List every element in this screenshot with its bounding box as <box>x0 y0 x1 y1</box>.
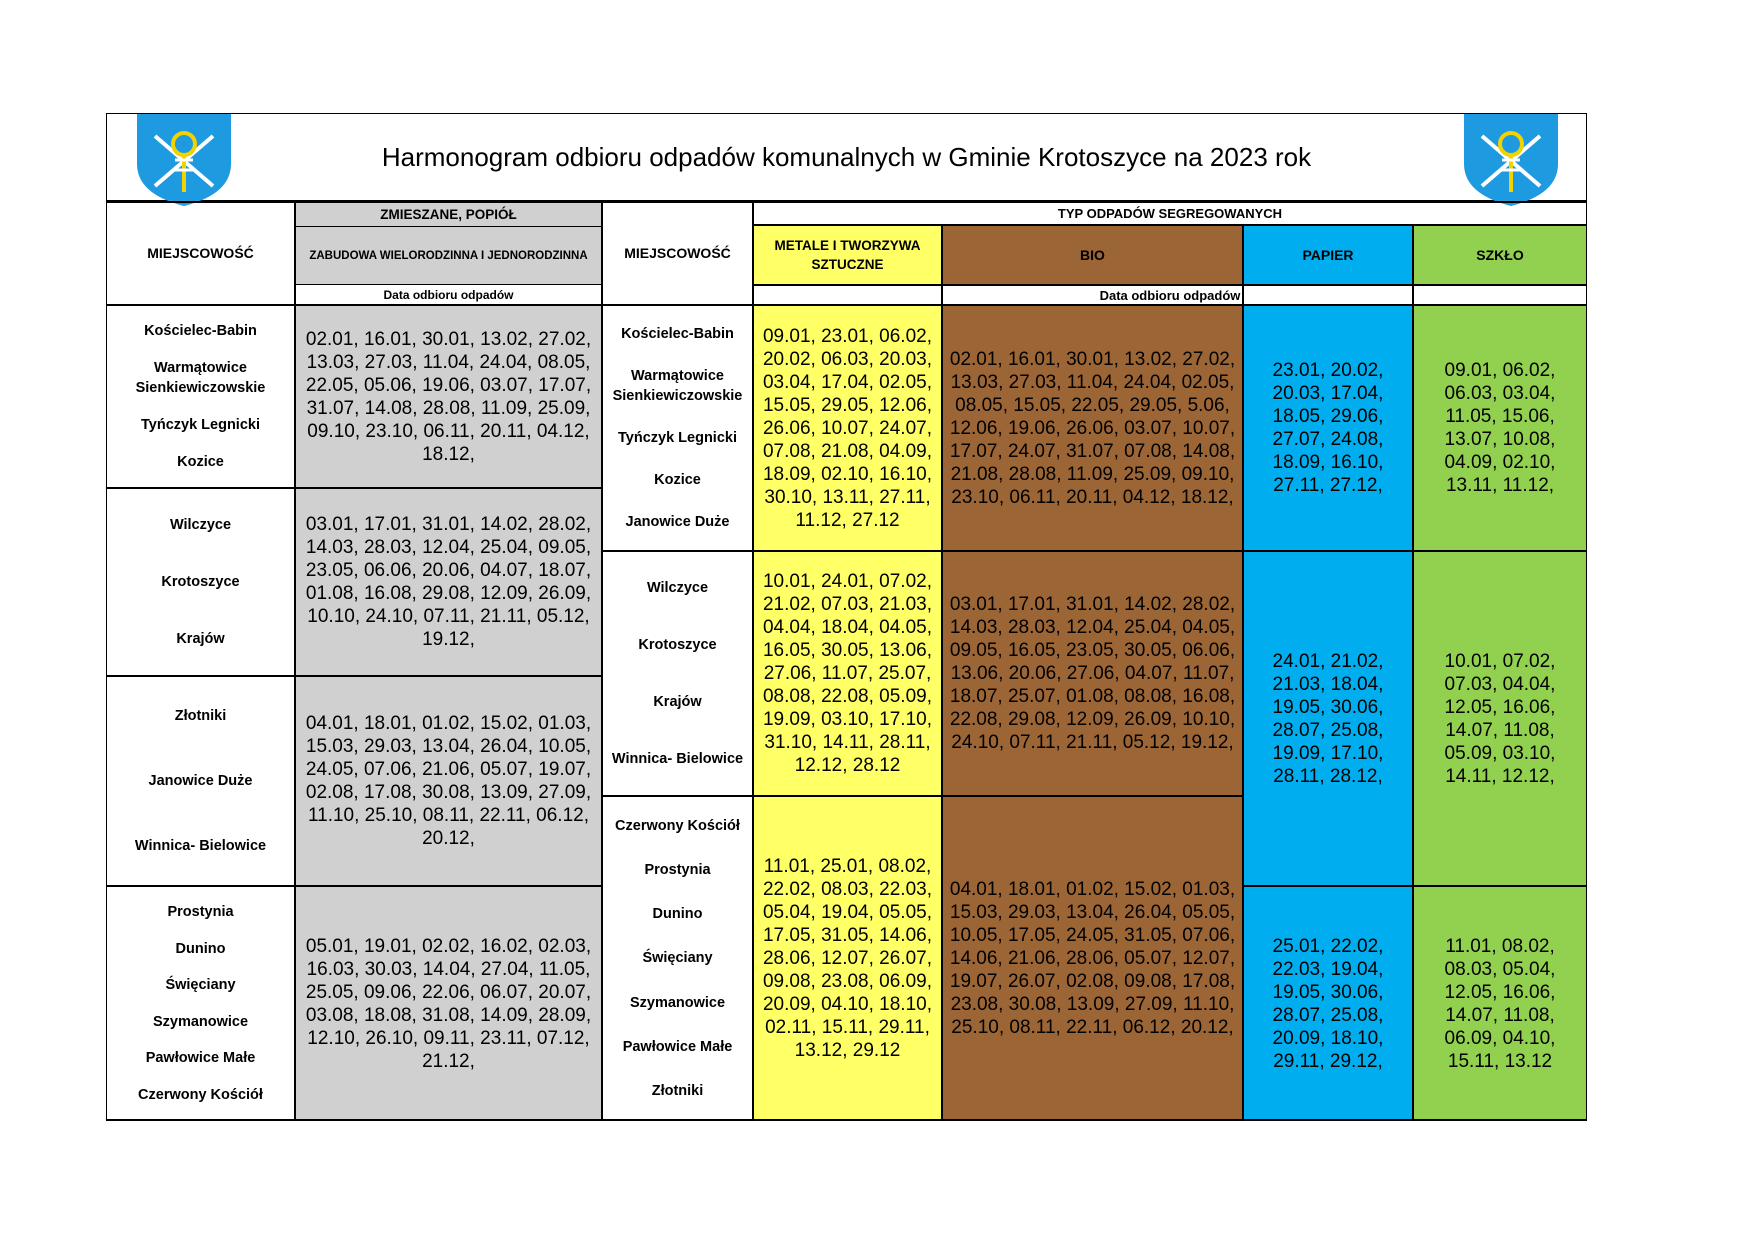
place-name: Czerwony Kościół <box>615 818 740 835</box>
place-name: Warmątowice Sienkiewiczowskie <box>612 368 743 404</box>
place-name: Szymanowice <box>629 994 726 1011</box>
grid-line <box>1586 201 1587 1121</box>
mixed-dates: 03.01, 17.01, 31.01, 14.02, 28.02, 14.03, 28.03, 12.04, 25.04, 09.05, 23.05, 06.06, 20.06, 04.07, 18.07, 01.08, 16.08, 29.08, 12.09, 26.09, 10.10, 24.10, 07.11, 21.11, 05.12, 19.12, <box>295 488 602 676</box>
place-name: Wilczyce <box>169 516 232 533</box>
glass-dates: 11.01, 08.02, 08.03, 05.04, 12.05, 16.06, 14.07, 11.08, 06.09, 04.10, 15.11, 13.12 <box>1413 886 1587 1121</box>
bio-header: BIO <box>942 225 1243 285</box>
grid-line <box>106 201 1587 203</box>
building-type-header: ZABUDOWA WIELORODZINNA I JEDNORODZINNA <box>295 227 602 285</box>
place-column-header: MIEJSCOWOŚĆ <box>624 245 731 261</box>
date-header: Data odbioru odpadów <box>383 288 514 302</box>
place-name: Pawłowice Małe <box>622 1038 733 1055</box>
grid-line <box>1412 225 1414 1121</box>
grid-line <box>295 226 602 227</box>
place-name: Złotniki <box>174 708 227 725</box>
place-list <box>106 488 295 676</box>
place-name: Kozice <box>654 472 701 488</box>
date-header: Data odbioru odpadów <box>1099 287 1241 303</box>
place-name: Prostynia <box>167 904 234 921</box>
place-name: Dunino <box>652 906 703 923</box>
glass-header: SZKŁO <box>1413 225 1587 285</box>
bio-dates: 04.01, 18.01, 01.02, 15.02, 01.03, 15.03, 29.03, 13.04, 26.04, 05.05, 10.05, 17.05, 24.05, 31.05, 07.06, 14.06, 21.06, 28.06, 05.07, 12.07, 19.07, 26.07, 02.08, 09.08, 17.08, 23.08, 30.08, 13.09, 27.09, 11.10, 25.10, 08.11, 22.11, 06.12, 20.12, <box>942 796 1243 1121</box>
place-name: Szymanowice <box>152 1013 249 1030</box>
place-name: Winnica- Bielowice <box>611 751 744 768</box>
place-name: Święciany <box>642 950 713 967</box>
place-name: Janowice Duże <box>625 514 730 530</box>
grid-line <box>106 304 1587 306</box>
place-name: Dunino <box>175 940 226 957</box>
glass-dates: 10.01, 07.02, 07.03, 04.04, 12.05, 16.06, 14.07, 11.08, 05.09, 03.10, 14.11, 12.12, <box>1413 551 1587 886</box>
place-name: Złotniki <box>651 1082 704 1099</box>
grid-line <box>295 284 602 285</box>
paper-header: PAPIER <box>1243 225 1413 285</box>
metal-dates: 11.01, 25.01, 08.02, 22.02, 08.03, 22.03, 05.04, 19.04, 05.05, 17.05, 31.05, 14.06, 28.06, 12.07, 26.07, 09.08, 23.08, 06.09, 20.09, 04.10, 18.10, 02.11, 15.11, 29.11, 13.12, 29.12 <box>753 796 942 1121</box>
bio-dates: 03.01, 17.01, 31.01, 14.02, 28.02, 14.03, 28.03, 12.04, 25.04, 04.05, 09.05, 16.05, 23.05, 30.05, 06.06, 13.06, 20.06, 27.06, 04.07, 11.07, 18.07, 25.07, 01.08, 08.08, 16.08, 22.08, 29.08, 12.09, 26.09, 10.10, 24.10, 07.11, 21.11, 05.12, 19.12, <box>942 551 1243 796</box>
grid-line <box>106 885 602 887</box>
place-name: Krotoszyce <box>161 573 240 590</box>
grid-line <box>106 1119 1587 1121</box>
grid-line <box>601 201 603 1121</box>
grid-line <box>753 284 1587 286</box>
place-name: Święciany <box>165 977 236 994</box>
grid-line <box>941 225 943 1121</box>
place-name: Prostynia <box>644 862 711 879</box>
place-list <box>106 886 295 1121</box>
place-name: Krotoszyce <box>638 636 717 653</box>
place-name: Tyńczyk Legnicki <box>141 416 260 433</box>
glass-dates: 09.01, 06.02, 06.03, 03.04, 11.05, 15.06, 13.07, 10.08, 04.09, 02.10, 13.11, 11.12, <box>1413 305 1587 551</box>
place-name: Krajów <box>653 694 702 711</box>
grid-line <box>106 201 107 1121</box>
paper-dates: 23.01, 20.02, 20.03, 17.04, 18.05, 29.06, 27.07, 24.08, 18.09, 16.10, 27.11, 27.12, <box>1243 305 1413 551</box>
grid-line <box>602 795 1243 797</box>
metal-plastic-header: METALE I TWORZYWA SZTUCZNE <box>753 225 942 285</box>
place-list <box>602 551 753 796</box>
grid-line <box>752 201 754 1121</box>
mixed-dates: 04.01, 18.01, 01.02, 15.02, 01.03, 15.03, 29.03, 13.04, 26.04, 10.05, 24.05, 07.06, 21.06, 05.07, 19.07, 02.08, 17.08, 30.08, 13.09, 27.09, 11.10, 25.10, 08.11, 22.11, 06.12, 20.12, <box>295 676 602 886</box>
metal-dates: 09.01, 23.01, 06.02, 20.02, 06.03, 20.03, 03.04, 17.04, 02.05, 15.05, 29.05, 12.06, 26.06, 10.07, 24.07, 07.08, 21.08, 04.09, 18.09, 02.10, 16.10, 30.10, 13.11, 27.11, 11.12, 27.12 <box>753 305 942 551</box>
place-name: Kościelec-Babin <box>144 323 257 340</box>
mixed-waste-header: ZMIESZANE, POPIÓŁ <box>295 201 602 227</box>
grid-line <box>106 487 602 489</box>
place-name: Pawłowice Małe <box>145 1050 256 1067</box>
place-name: Krajów <box>176 631 225 648</box>
place-list <box>106 305 295 488</box>
place-name: Kozice <box>177 453 224 470</box>
paper-dates: 24.01, 21.02, 21.03, 18.04, 19.05, 30.06, 28.07, 25.08, 19.09, 17.10, 28.11, 28.12, <box>1243 551 1413 886</box>
place-name: Czerwony Kościół <box>138 1086 263 1103</box>
schedule-sheet <box>106 113 1587 1121</box>
place-list <box>106 676 295 886</box>
place-name: Tyńczyk Legnicki <box>618 430 737 446</box>
grid-line <box>753 224 1587 226</box>
bio-dates: 02.01, 16.01, 30.01, 13.02, 27.02, 13.03, 27.03, 11.04, 24.04, 02.05, 08.05, 15.05, 22.05, 29.05, 5.06, 12.06, 19.06, 26.06, 03.07, 10.07, 17.07, 24.07, 31.07, 07.08, 14.08, 21.08, 28.08, 11.09, 25.09, 09.10, 23.10, 06.11, 20.11, 04.12, 18.12, <box>942 305 1243 551</box>
place-name: Kościelec-Babin <box>621 326 734 342</box>
place-name: Wilczyce <box>646 579 709 596</box>
grid-line <box>294 201 296 1121</box>
place-column-header: MIEJSCOWOŚĆ <box>147 245 254 261</box>
mixed-dates: 02.01, 16.01, 30.01, 13.02, 27.02, 13.03, 27.03, 11.04, 24.04, 08.05, 22.05, 05.06, 19.06, 03.07, 17.07, 31.07, 14.08, 28.08, 11.09, 25.09, 09.10, 23.10, 06.11, 20.11, 04.12, 18.12, <box>295 305 602 488</box>
page-title: Harmonogram odbioru odpadów komunalnych w Gminie Krotoszyce na 2023 rok <box>381 142 1312 172</box>
grid-line <box>1243 885 1587 887</box>
paper-dates: 25.01, 22.02, 22.03, 19.04, 19.05, 30.06, 28.07, 25.08, 20.09, 18.10, 29.11, 29.12, <box>1243 886 1413 1121</box>
place-name: Janowice Duże <box>148 772 253 789</box>
metal-dates: 10.01, 24.01, 07.02, 21.02, 07.03, 21.03, 04.04, 18.04, 04.05, 16.05, 30.05, 13.06, 27.06, 11.07, 25.07, 08.08, 22.08, 05.09, 19.09, 03.10, 17.10, 31.10, 14.11, 28.11, 12.12, 28.12 <box>753 551 942 796</box>
place-list <box>602 305 753 551</box>
mixed-dates: 05.01, 19.01, 02.02, 16.02, 02.03, 16.03, 30.03, 14.04, 27.04, 11.05, 25.05, 09.06, 22.06, 06.07, 20.07, 03.08, 18.08, 31.08, 14.09, 28.09, 12.10, 26.10, 09.11, 23.11, 07.12, 21.12, <box>295 886 602 1121</box>
place-name: Warmątowice Sienkiewiczowskie <box>135 360 266 397</box>
segregated-type-header: TYP ODPADÓW SEGREGOWANYCH <box>1057 205 1283 221</box>
grid-line <box>106 675 602 677</box>
title-header <box>106 113 1587 201</box>
coat-of-arms-icon <box>1462 114 1560 206</box>
place-list <box>602 796 753 1121</box>
grid-line <box>1242 225 1244 1121</box>
grid-line <box>602 550 1587 552</box>
place-name: Winnica- Bielowice <box>134 837 267 854</box>
